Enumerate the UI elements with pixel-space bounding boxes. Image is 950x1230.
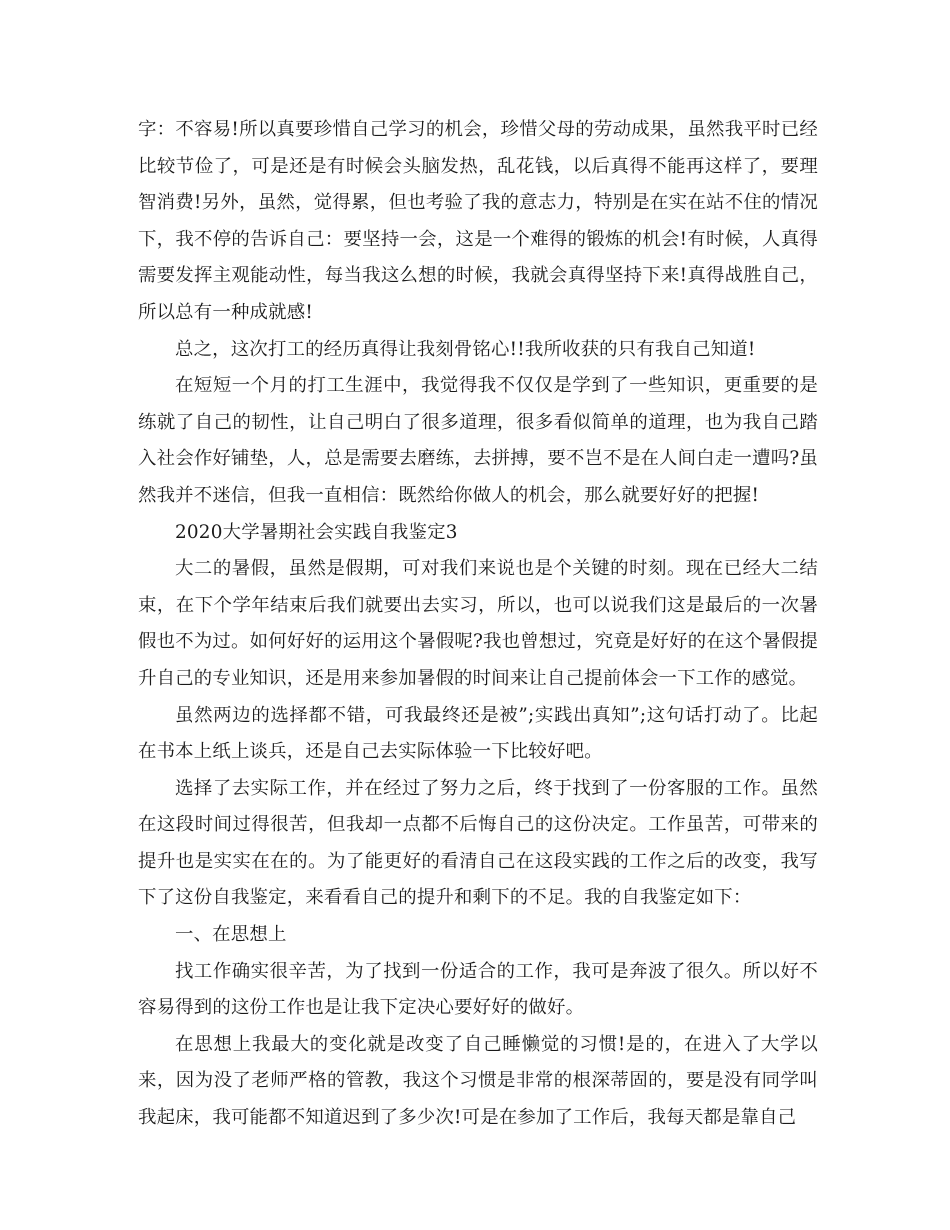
paragraph: 大二的暑假，虽然是假期，可对我们来说也是个关键的时刻。现在已经大二结束，在下个学年结束后我们就要出去实习，所以，也可以说我们这是最后的一次暑假也不为过。如何好好的运用这个暑假呢?我也曾想过，究竟是好好的在这个暑假提升自己的专业知识，还是用来参加暑假的时间来让自己提前体会一下工作的感觉。 [138,558,818,689]
document-body [138,112,818,1137]
paragraph: 总之，这次打工的经历真得让我刻骨铭心!!我所收获的只有我自己知道! [175,338,756,360]
paragraph-continued: 字：不容易!所以真要珍惜自己学习的机会，珍惜父母的劳动成果，虽然我平时已经比较节俭了，可是还是有时候会头脑发热，乱花钱，以后真得不能再这样了，要理智消费!另外，虽然，觉得累，但也考验了我的意志力，特别是在实在站不住的情况下，我不停的告诉自己：要坚持一会，这是一个难得的锻炼的机会!有时候，人真得需要发挥主观能动性，每当我这么想的时候，我就会真得坚持下来!真得战胜自己，所以总有一种成就感! [138,119,818,323]
paragraph: 选择了去实际工作，并在经过了努力之后，终于找到了一份客服的工作。虽然在这段时间过得很苦，但我却一点都不后悔自己的这份决定。工作虽苦，可带来的提升也是实实在在的。为了能更好的看清自己在这段实践的工作之后的改变，我写下了这份自我鉴定，来看看自己的提升和剩下的不足。我的自我鉴定如下： [138,777,818,909]
paragraph: 在思想上我最大的变化就是改变了自己睡懒觉的习惯!是的，在进入了大学以来，因为没了老师严格的管教，我这个习惯是非常的根深蒂固的，要是没有同学叫我起床，我可能都不知道迟到了多少次!可是在参加了工作后，我每天都是靠自己 [138,1033,818,1129]
paragraph: 找工作确实很辛苦，为了找到一份适合的工作，我可是奔波了很久。所以好不容易得到的这份工作也是让我下定决心要好好的做好。 [138,960,818,1019]
paragraph: 虽然两边的选择都不错，可我最终还是被”;实践出真知”;这句话打动了。比起在书本上纸上谈兵，还是自己去实际体验一下比较好吧。 [138,704,818,763]
section-heading: 2020大学暑期社会实践自我鉴定3 [175,521,458,543]
subsection-heading: 一、在思想上 [175,924,287,946]
paragraph: 在短短一个月的打工生涯中，我觉得我不仅仅是学到了一些知识，更重要的是练就了自己的韧性，让自己明白了很多道理，很多看似简单的道理，也为我自己踏入社会作好铺垫，人，总是需要去磨练，去拼搏，要不岂不是在人间白走一遭吗?虽然我并不迷信，但我一直相信：既然给你做人的机会，那么就要好好的把握! [138,375,818,506]
